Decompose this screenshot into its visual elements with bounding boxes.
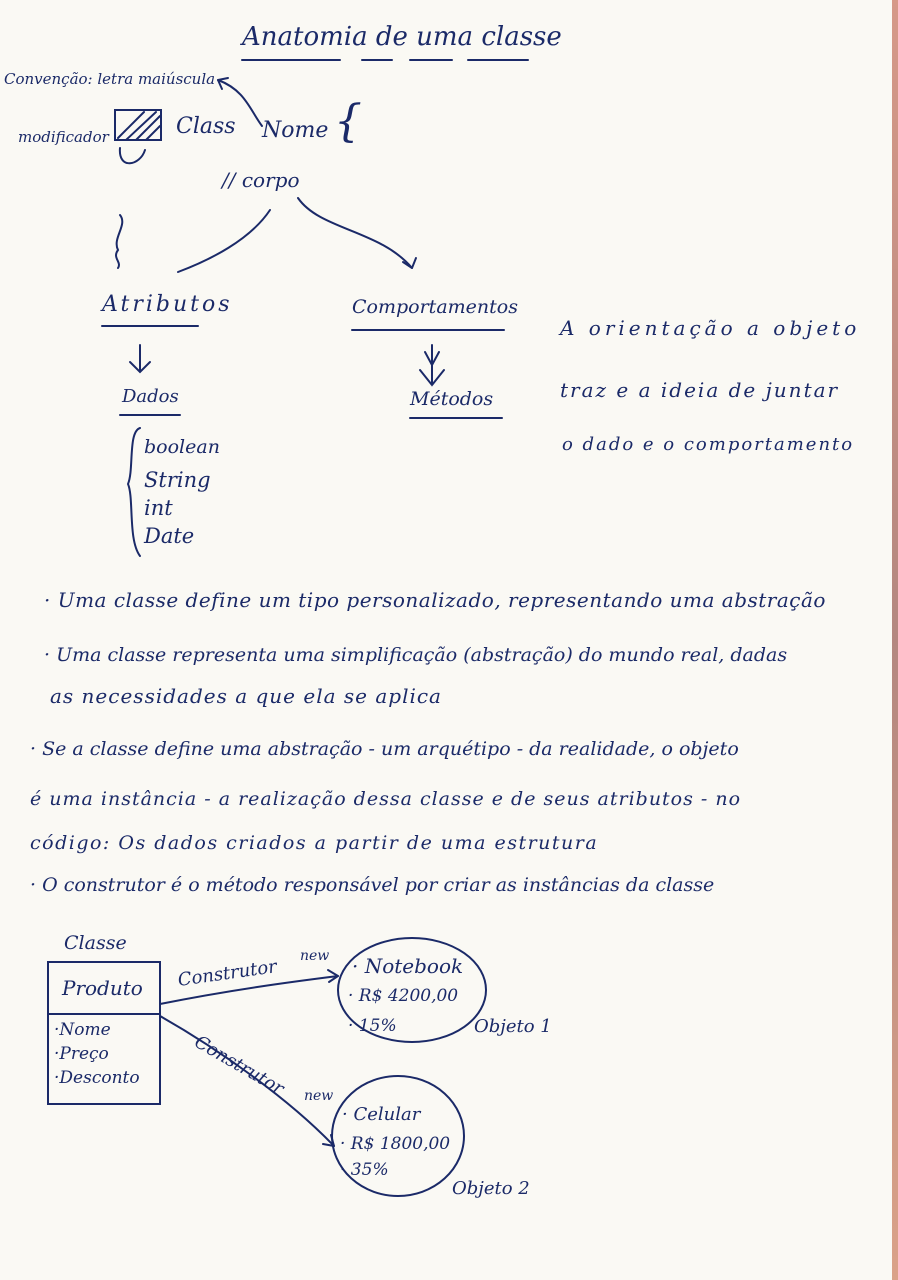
diagram-class-label: Classe xyxy=(64,932,127,954)
new-label-1: new xyxy=(300,948,330,964)
bullet-2: · Uma classe representa uma simplificação (abstração) do mundo real, dadas xyxy=(44,644,788,666)
bullet-3-cont: é uma instância - a realização dessa classe e de seus atributos - no xyxy=(30,788,742,810)
side-note-line-2: traz e a ideia de juntar xyxy=(560,378,840,402)
constructor-label-1: Construtor xyxy=(176,956,279,991)
types-brace xyxy=(128,428,140,556)
diagram-field-price: ·Preço xyxy=(54,1044,109,1064)
bullet-2-cont: as necessidades a que ela se aplica xyxy=(50,684,442,708)
diagram-field-discount: ·Desconto xyxy=(54,1068,140,1088)
arrow-to-behaviors xyxy=(298,198,412,268)
new-label-2: new xyxy=(304,1088,334,1104)
bullet-1: · Uma classe define um tipo personalizado, representando uma abstração xyxy=(44,588,826,612)
object-1-item-discount: · 15% xyxy=(348,1016,397,1036)
side-note-line-1: A orientação a objeto xyxy=(560,316,861,340)
object-2-label: Objeto 2 xyxy=(452,1178,530,1199)
constructor-label-2: Construtor xyxy=(190,1031,288,1100)
type-int: int xyxy=(144,496,173,520)
behaviors-down-arrow xyxy=(420,345,444,385)
object-2-item-price: · R$ 1800,00 xyxy=(340,1134,451,1154)
diagram-class-name: Produto xyxy=(62,976,143,1000)
modifier-label: modificador xyxy=(18,128,109,146)
object-1-label: Objeto 1 xyxy=(474,1016,552,1037)
open-brace: { xyxy=(334,96,362,147)
type-string: String xyxy=(144,468,211,492)
class-name: Nome xyxy=(262,118,329,143)
object-1-item-name: · Notebook xyxy=(352,954,464,978)
modifier-arrow xyxy=(120,148,145,163)
bullet-3-cont-2: código: Os dados criados a partir de uma estrutura xyxy=(30,832,599,854)
object-1-item-price: · R$ 4200,00 xyxy=(348,986,459,1006)
bullet-4: · O construtor é o método responsável por criar as instâncias da classe xyxy=(30,874,715,896)
object-2-item-name: · Celular xyxy=(342,1104,421,1125)
behaviors-heading: Comportamentos xyxy=(352,296,518,318)
body-comment: // corpo xyxy=(222,168,300,192)
attributes-sub: Dados xyxy=(122,386,179,407)
type-date: Date xyxy=(144,524,195,548)
diagram-field-name: ·Nome xyxy=(54,1020,111,1040)
attributes-heading: Atributos xyxy=(102,292,233,317)
class-keyword: Class xyxy=(176,114,236,139)
bullet-3: · Se a classe define uma abstração - um arquétipo - da realidade, o objeto xyxy=(30,738,739,760)
type-boolean: boolean xyxy=(144,436,220,458)
convention-note: Convenção: letra maiúscula xyxy=(4,70,216,88)
behaviors-sub: Métodos xyxy=(410,388,494,410)
attributes-down-arrow xyxy=(130,345,150,372)
arrow-to-attributes xyxy=(178,210,270,272)
page-title: Anatomia de uma classe xyxy=(242,22,562,52)
object-2-item-discount: · 35% xyxy=(340,1160,389,1180)
side-note-line-3: o dado e o comportamento xyxy=(562,434,855,455)
